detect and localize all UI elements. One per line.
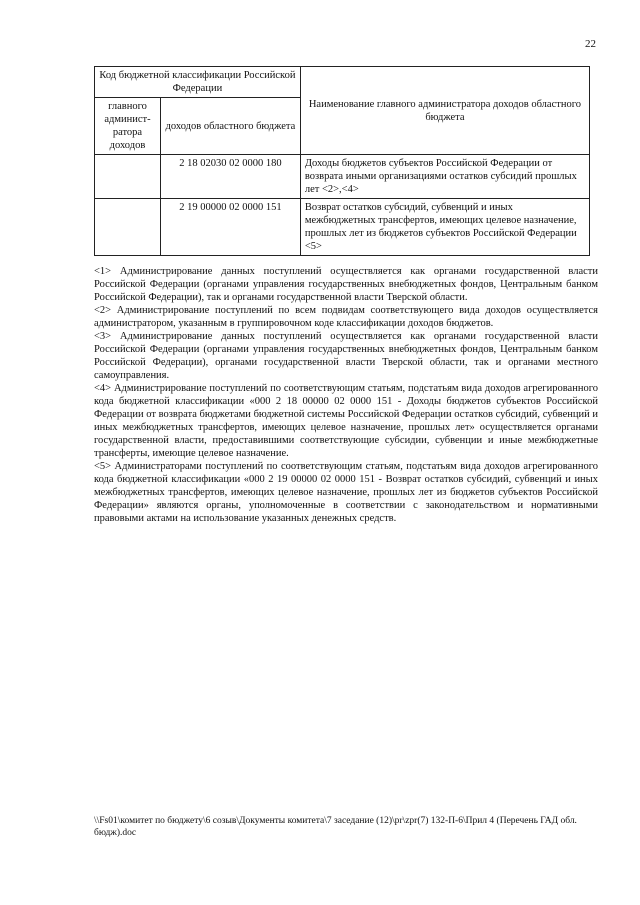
footer-file-path: \\Fs01\комитет по бюджету\6 созыв\Документы комитета\7 заседание (12)\pr\zpr(7) 132-П-6\Прил 4 (Перечень ГАД обл. бюдж).doc [94,816,577,838]
header-main-administrator: главного админист-ратора доходов [95,98,161,155]
footnotes [94,265,598,525]
footnote-1: <1> Администрирование данных поступлений осуществляется как органами государственной власти Российской Федерации (органами управления государственных внебюджетных фондов, Центральным банком Российской Федерации), так и органами государственной власти Тверской области. [94,266,598,303]
row-admin-code [95,199,161,256]
row-income-name: Доходы бюджетов субъектов Российской Федерации от возврата иными организациями остатков субсидий прошлых лет <2>,<4> [300,155,589,199]
footnote-4: <4> Администрирование поступлений по соответствующим статьям, подстатьям вида доходов агрегированного кода бюджетной классификации «000 2 18 00000 02 0000 151 - Доходы бюджетов субъектов Российской Федерации от возврата бюджетами бюджетной системы Российской Федерации остатков субсидий, субвенций и иных межбюджетных трансфертов, имеющих целевое назначение, прошлых лет» осуществляется органами государственной власти, предоставившими соответствующие субсидии, субвенции и иные межбюджетные трансферты, имеющие целевое назначение. [94,383,598,459]
footnote-3: <3> Администрирование данных поступлений осуществляется как органами государственной власти Российской Федерации (органами управления государственных внебюджетных фондов, Центральным банком Российской Федерации), органами государственной власти Тверской области, так и органами местного самоуправления. [94,331,598,381]
row-income-code: 2 19 00000 02 0000 151 [160,199,300,256]
header-regional-income: доходов областного бюджета [160,98,300,155]
table-row [95,199,590,256]
row-income-name: Возврат остатков субсидий, субвенций и иных межбюджетных трансфертов, имеющих целевое назначение, прошлых лет из бюджетов субъектов Российской Федерации <5> [300,199,589,256]
footnote-5: <5> Администраторами поступлений по соответствующим статьям, подстатьям вида доходов агрегированного кода бюджетной классификации «000 2 19 00000 02 0000 151 - Возврат остатков субсидий, субвенций и иных межбюджетных трансфертов, имеющих целевое назначение, прошлых лет из бюджетов субъектов Российской Федерации» являются органы, уполномоченные в соответствии с законодательством и нормативными правовыми актами на использование указанных денежных средств. [94,461,598,524]
footnote-2: <2> Администрирование поступлений по всем подвидам соответствующего вида доходов осуществляется администратором, указанным в группировочном коде классификации доходов бюджетов. [94,305,598,329]
row-income-code: 2 18 02030 02 0000 180 [160,155,300,199]
page-number: 22 [585,38,596,50]
budget-classification-table [94,66,590,256]
header-administrator-name: Наименование главного администратора доходов областного бюджета [300,67,589,155]
header-classification-code: Код бюджетной классификации Российской Федерации [95,67,301,98]
table-row [95,155,590,199]
table-header-row [95,67,590,98]
row-admin-code [95,155,161,199]
